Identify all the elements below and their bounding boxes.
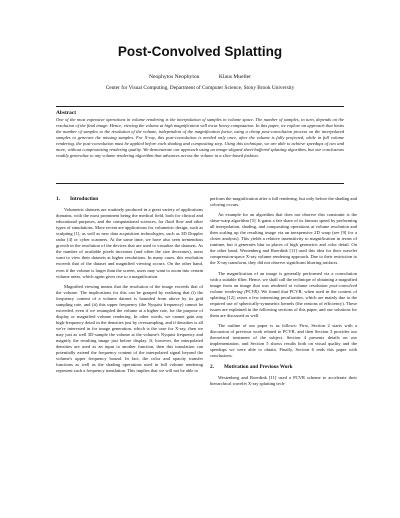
author-list: [0, 74, 400, 80]
paragraph: Volumetric datasets are routinely produced in a great variety of applications domains, with the most prominent being the medical field, both for clinical and educational purposes, and the computational sciences, for fluid flow and other types of simulations. More recent are applications for volumetric design, such as sculpting [1], as well as new data acquisition technologies, such as 3D Doppler radar [4] or cyber scanners. At the same time, we have also seen tremendous growth in the resolution of the devices that are used to visualize the datasets. As the number of available pixels increases (and often the size decreases), users want to view their datasets at higher resolutions. In many cases, this resolution exceeds that of the dataset and magnified viewing occurs. On the other hand, even if the volume is larger than the screen, users may want to zoom into certain volume areas, which again gives rise to a magnification.: [56, 207, 203, 279]
section-number: 2.: [210, 364, 214, 371]
section-title: Introduction: [70, 196, 99, 202]
section-heading: [56, 196, 203, 202]
section-heading: [210, 364, 357, 370]
paragraph-text: . We found that PCVR, when used in the context of splatting [12], raises a few interesting peculiarities, which are mainly due to the required use of spherically-symmetric kernels (the reasons of efficiency). These issues are explained in the following sections of this paper, and our solutions for them are discussed as well.: [210, 288, 357, 318]
paragraph: [210, 271, 357, 319]
section-title: Motivation and Previous Work: [224, 364, 293, 371]
paper-title: Post-Convolved Splatting: [117, 44, 283, 59]
abstract: [56, 106, 344, 184]
affiliation: Center for Visual Computing, Department of Computer Science, Stony Brook University: [105, 85, 295, 91]
author-name: Klaus Mueller: [218, 74, 252, 80]
paragraph-emphasis: post-convolved volume rendering (PCVR): [210, 282, 357, 294]
left-column: [56, 196, 203, 378]
abstract-text: One of the most expensive operations in volume rendering is the interpolation of samples in volume space. The number of samples, in turn, depends on the resolution of the final image. Hence, viewing the volume at high magnification will incur heavy computation. In this paper, we explore an approach that limits the number of samples to the resolution of the volume, independent of the magnification factor, using a cheap post-convolution process on the interpolated samples to generate the missing samples. For X-ray, this post-convolution is needed only once, after the volume is fully projected, while in full volume rendering, the post-convolution must be applied before each shading and compositing step. Using this technique, we are able to achieve speedups of two and more, without compromising rendering quality. We demonstrate our approach using an image-aligned sheet-buffered splatting algorithm, but our conclusions readily generalize to any volume rendering algorithm that advances across the volume in a slice-based fashion.: [56, 117, 344, 159]
paragraph-text: The magnification of an image is generally performed via a convolution with a suitable filter. Hence, we shall call the technique of obtaining a magnified image from an image that was rendered at volume resolution: [210, 270, 357, 288]
right-column: [210, 196, 357, 391]
paragraph: Magnified viewing means that the resolution of the image exceeds that of the volume. The implications for this can be grasped by realizing that (i) the frequency content of a volume dataset is bounded from above by its grid sampling rate, and (ii) this upper frequency (the Nyquist frequency) cannot be exceeded, even if we resampled the volume at a higher rate, for the purpose of display or magnified volume rendering. In other words, we cannot gain any high-frequency detail in the densities just by oversampling, and if densities is all we're interested in for image generation, which is the case for X-ray, then we may just as well 3D-sample the volume at the volume's Nyquist frequency and magnify the resulting image just before display. If, however, the interpolated densities are used as an input to another function, then this translation can potentially extend the frequency content of the interpolated signal beyond the volume's upper frequency bound. In fact, the color and opacity transfer functions as well as the shading operations used in full volume rendering represent such a frequency translation. This implies that we will not be able to: [56, 283, 203, 374]
author-name: Neophytos Neophytou: [148, 74, 200, 80]
paragraph: perform the magnification after a full rendering, but only before the shading and coloring occurs.: [210, 196, 357, 208]
section-number: 1.: [56, 196, 60, 202]
paragraph: The outline of our paper is as follows: First, Section 2 starts with a discussion of previous work related to PCVR, and then Section 3 provides our theoretical treatment of the subject. Section 4 presents details on our implementation, and Section 5 shows results both on visual quality and the speedups we were able to obtain. Finally, Section 6 ends this paper with conclusions.: [210, 322, 357, 359]
paragraph: Westenberg and Roerdink [11] used a PCVR scheme to accelerate their hierarchical wavelet X-ray splatting tech-: [210, 375, 357, 387]
abstract-heading: Abstract: [56, 110, 77, 116]
paragraph: An example for an algorithm that does not observe this constraint is the shear-warp algorithm [5]. It gains a fair share of its famous speed by performing all interpolation, shading, and compositing operations at volume resolution and then scaling up the resulting image via an inexpensive 2D warp (see [9] for a closer analysis). This yields a relative insensitivity to magnification in terms of runtime, but it generates blur in places of high geometric and color detail. On the other hand, Westenberg and Roerdink [11] used this idea for their wavelet compression-space X-ray volume rendering approach. Due to their restriction to the X-ray transform, they did not observe significant blurring artifacts.: [210, 212, 357, 266]
